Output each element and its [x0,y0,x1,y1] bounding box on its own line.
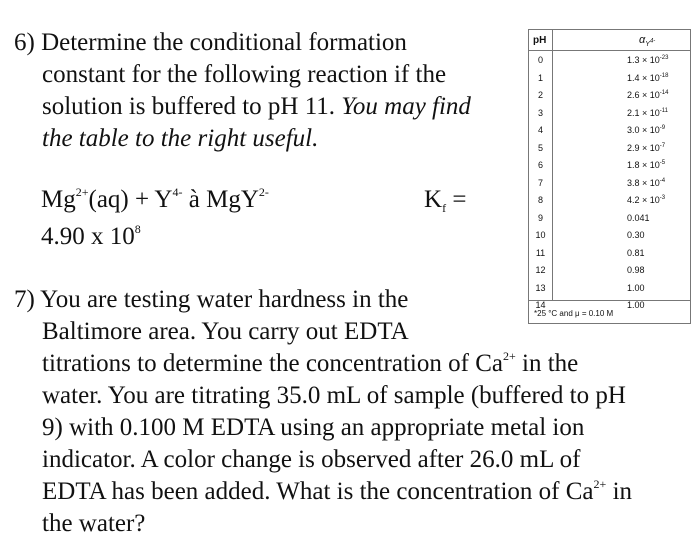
table-header-rule [529,50,690,51]
q7-line-3a: titrations to determine the concentration of Ca [42,350,503,377]
row-alpha-exp: -9 [659,125,666,131]
alpha-sub [645,38,656,49]
table-row [529,140,690,158]
q7-line-3 [14,348,686,380]
q7-line-8: the water? [42,510,146,537]
row-ph: 2 [537,90,543,100]
row-alpha-base: 2.1 × 10 [627,107,660,118]
row-ph: 10 [535,230,546,240]
row-alpha-base: 0.041 [627,212,650,223]
kf-k: K [424,186,443,213]
q7-line-3b: in the [515,350,579,377]
table-rows [529,52,690,315]
q6-line-3 [14,91,514,123]
eq-mg: Mg [41,186,76,213]
eq-mgy: à MgY [182,186,259,213]
q7-line-2: Baltimore area. You carry out EDTA [42,318,409,345]
row-alpha-base: 1.8 × 10 [627,160,660,170]
row-ph: 1 [537,72,543,83]
eq-mgy-charge: 2- [258,185,269,199]
row-alpha [627,90,668,100]
row-alpha [627,213,650,223]
table-row [529,175,690,193]
row-alpha-base: 1.00 [627,282,645,293]
q6-line-1: 6) Determine the conditional formation [14,29,407,56]
row-alpha-base: 2.9 × 10 [627,142,660,153]
row-alpha-base: 1.4 × 10 [627,72,660,83]
q7-line-1: 7) You are testing water hardness in the [14,286,409,313]
row-ph: 9 [537,212,543,223]
row-alpha-base: 3.0 × 10 [627,125,660,135]
row-ph: 11 [535,247,546,258]
row-ph: 3 [537,107,543,118]
alpha-symbol: α [639,34,646,46]
kf-eq: = [446,186,467,213]
row-ph: 7 [537,177,543,188]
q7-line-5: 9) with 0.100 M EDTA using an appropriate metal ion [42,414,585,441]
row-ph: 12 [535,265,546,275]
table-row [529,157,690,175]
q7-line-7b: in [606,478,633,505]
q7-line-7 [14,476,686,508]
q6-italic-part1: You may find [341,93,471,120]
eq-aq: (aq) + Y [88,186,173,213]
table-row [529,245,690,263]
q6-line-2: constant for the following reaction if the [42,61,447,88]
row-alpha-base: 0.81 [627,247,645,258]
alpha-y4-table [528,29,691,324]
row-ph: 0 [537,55,543,65]
row-alpha-exp: -3 [659,195,666,201]
alpha-sub-charge: 4- [649,38,656,45]
q7-line-4: water. You are titrating 35.0 mL of sample (buffered to pH [42,382,626,409]
row-alpha [627,108,668,118]
row-ph: 14 [535,300,546,310]
q7-ca-charge-2: 2+ [593,477,607,491]
row-alpha-exp: -7 [659,142,666,149]
table-row [529,70,690,88]
row-alpha-exp: -11 [659,107,669,114]
row-alpha [627,125,665,135]
table-header-ph: pH [533,35,547,46]
row-alpha-base: 1.3 × 10 [627,55,660,65]
k-value-exp: 8 [134,222,141,236]
table-row [529,210,690,228]
row-alpha-exp: -14 [659,90,669,96]
table-row [529,122,690,140]
row-alpha [627,55,668,65]
row-alpha-base: 1.00 [627,300,645,310]
table-row [529,52,690,70]
k-value [41,222,141,252]
row-alpha [627,195,665,205]
row-ph: 5 [537,142,543,153]
row-alpha [627,248,645,258]
table-header-alpha [639,34,655,48]
kf-sub: f [442,201,447,215]
kf-label [424,185,466,215]
row-ph: 8 [537,195,543,205]
row-alpha-exp: -5 [659,160,666,166]
q7-line-6: indicator. A color change is observed after 26.0 mL of [42,446,581,473]
row-alpha [627,160,665,170]
question-6 [14,27,514,155]
row-alpha [627,178,665,188]
row-alpha [627,143,665,153]
row-alpha-exp: -18 [659,72,669,79]
row-alpha [627,230,645,240]
q6-italic-part2: the table to the right useful. [42,125,319,152]
alpha-sub-y: Y [645,41,650,49]
question-7 [14,284,686,540]
row-ph: 4 [537,125,543,135]
table-row [529,105,690,123]
k-value-base: 4.90 x 10 [41,223,135,250]
table-footnote: *25 °C and μ = 0.10 M [534,309,614,318]
row-alpha [627,73,668,83]
table-row [529,192,690,210]
eq-y-charge: 4- [172,185,183,199]
table-row [529,227,690,245]
row-alpha-exp: -4 [659,177,666,184]
row-alpha-exp: -23 [659,55,669,61]
row-alpha-base: 4.2 × 10 [627,195,660,205]
reaction-equation [41,185,481,215]
row-alpha-base: 3.8 × 10 [627,177,660,188]
row-ph: 13 [535,282,546,293]
q7-ca-charge-1: 2+ [502,349,516,363]
row-alpha-base: 2.6 × 10 [627,90,660,100]
q7-line-7a: EDTA has been added. What is the concentration of Ca [42,478,594,505]
row-alpha [627,265,645,275]
row-alpha-base: 0.30 [627,230,645,240]
table-row [529,87,690,105]
row-alpha-base: 0.98 [627,265,645,275]
table-row [529,262,690,280]
row-ph: 6 [537,160,543,170]
q6-line-3-text: solution is buffered to pH 11. [42,93,342,120]
eq-mg-charge: 2+ [75,185,89,199]
